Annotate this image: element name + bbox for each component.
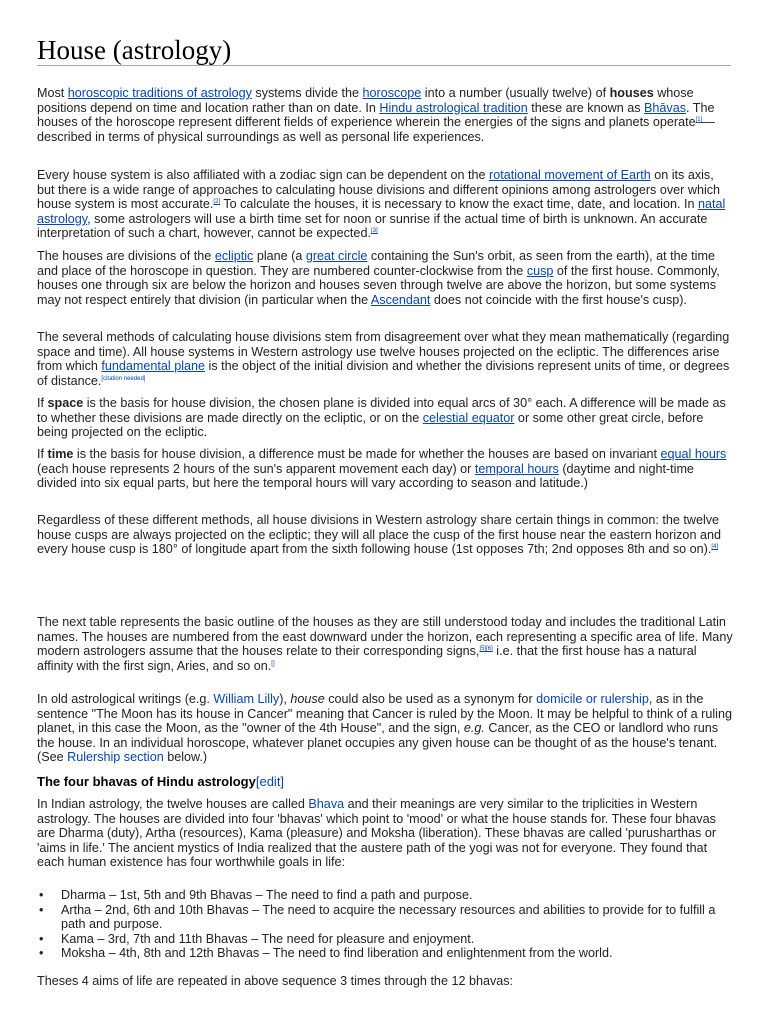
link-domicile-rulership[interactable]: domicile or rulership	[536, 692, 649, 706]
text: is the basis for house division, a difference must be made for whether the houses are based on invariant	[73, 447, 661, 461]
text: below.)	[163, 750, 208, 765]
text: plane (a	[253, 249, 306, 263]
text: If	[37, 447, 48, 461]
section-heading-text: The four bhavas of Hindu astrology	[37, 774, 256, 789]
title-divider	[37, 65, 731, 66]
text: Cancer, as the CEO or landlord who runs the house. In an individual horoscope, whatever planet occupies any given house can be thought of as the house's tenant. (See	[37, 721, 719, 765]
link-ecliptic[interactable]: ecliptic	[214, 249, 254, 263]
citation-2[interactable]: [2]	[213, 199, 221, 205]
text: Regardless of these different methods, all house divisions in Western astrology share certain things in common: the twelve house cusps are always projected on the ecliptic; they will all place the cusp of the first house near the eastern horizon and every house cusp is 180° of longitude apart from the sixth following house (1st opposes 7th; 2nd opposes 8th and so on).	[37, 513, 721, 557]
text: or some other great circle, before being projected on the ecliptic.	[37, 410, 704, 440]
text: into a number (usually twelve) of	[421, 86, 610, 100]
text: of the first house. Commonly, houses one through six are below the horizon and houses seven through twelve are above the horizon, but some systems may not respect entirely that division (in particular when the	[37, 263, 720, 307]
text: —described in terms of physical surroundings as well as personal life experiences.	[37, 115, 715, 144]
link-bhavas[interactable]: Bhāvas	[644, 100, 687, 115]
link-horoscopic-traditions[interactable]: horoscopic traditions of astrology	[67, 86, 252, 100]
list-item-text: Kama – 3rd, 7th and 11th Bhavas – The need for pleasure and enjoyment.	[61, 931, 475, 946]
cusps-paragraph	[37, 513, 733, 557]
link-great-circle[interactable]: great circle	[305, 249, 368, 263]
list-item-text: Artha – 2nd, 6th and 10th Bhavas – The need to acquire the necessary resources and abilities to provide for to fulfill a path and purpose.	[61, 902, 716, 932]
text: If	[37, 396, 48, 410]
link-temporal-hours[interactable]: temporal hours	[474, 461, 559, 476]
text: , as in the sentence "The Moon has its house in Cancer" meaning that Cancer is ruled by the Moon. It may be helpful to think of a ruling planet, in this case the Moon, as the "owner of the 4th House", and the sign,	[37, 692, 732, 736]
bold-term-time: time	[47, 447, 74, 461]
text: is the object of the initial division and whether the divisions represent units of time, or degrees of distance.	[37, 359, 730, 388]
list-item-text: Moksha – 4th, 8th and 12th Bhavas – The need to find liberation and enlightenment from the world.	[61, 946, 613, 961]
text: could also be used as a synonym for	[324, 692, 537, 706]
list-item-text: Dharma – 1st, 5th and 9th Bhavas – The need to find a path and purpose.	[61, 888, 473, 902]
link-cusp[interactable]: cusp	[526, 263, 554, 278]
old-writings-paragraph	[37, 692, 733, 765]
link-rotational-movement[interactable]: rotational movement of Earth	[489, 168, 651, 182]
text: (each house represents 2 hours of the sun's apparent movement each day) or	[37, 461, 475, 476]
citation-needed[interactable]: [citation needed]	[101, 375, 146, 382]
text: The next table represents the basic outline of the houses as they are still understood today and includes the traditional Latin names. The houses are numbered from the east downward under the horizon, each representing a specific area of life. Many modern astrologers assume that the houses relate to their corresponding signs,	[37, 615, 733, 659]
text: , some astrologers will use a birth time set for noon or sunrise if the actual time of birth is unknown. An accurate interpretation of such a chart, however, cannot be expected.	[37, 211, 708, 241]
link-celestial-equator[interactable]: celestial equator	[422, 410, 515, 425]
page-title: House (astrology)	[37, 35, 232, 65]
citation-4[interactable]: [4]	[711, 544, 718, 550]
list-item	[37, 946, 733, 961]
methods-paragraph	[37, 330, 733, 388]
indian-astrology-paragraph	[37, 797, 733, 870]
list-item	[37, 903, 733, 932]
bullet-icon: •	[39, 888, 44, 902]
edit-section-link[interactable]: [edit]	[255, 774, 285, 789]
table-intro-paragraph	[37, 615, 733, 673]
italic-term-eg: e.g.	[463, 721, 485, 736]
text: Theses 4 aims of life are repeated in above sequence 3 times through the 12 bhavas:	[37, 974, 514, 988]
link-natal-astrology[interactable]: natal astrology	[37, 197, 726, 226]
citation-close[interactable]: ]	[272, 660, 275, 667]
text: on its axis, but there is a wide range of approaches to calculating house divisions and different opinions among astrologers over which house system is most accurate.	[37, 168, 721, 212]
list-item	[37, 932, 733, 947]
list-item	[37, 888, 733, 903]
text: The houses are divisions of the	[37, 249, 215, 263]
citation-open[interactable]: [	[271, 660, 273, 667]
text: and their meanings are very similar to the triplicities in Western astrology. The houses are divided into four 'bhavas' which point to 'mood' or what the house stands for. These four bhavas are Dharma (duty), Artha (resources), Kama (pleasure) and Moksha (liberation). These bhavas are called 'purusharthas or 'aims in life.' The ancient mystics of India realized that the austere path of the yogi was not for everyone. They found that each human existence has four worthwhile goals in life:	[37, 797, 717, 870]
citation-1[interactable]: [1]	[695, 117, 703, 123]
text: systems divide the	[251, 86, 363, 100]
text: The several methods of calculating house divisions stem from disagreement over what they mean mathematically (regarding space and time). All house systems in Western astrology use twelve houses projected on the ecliptic. The differences arise from which	[37, 330, 730, 374]
citation-5-6[interactable]: [5][6]	[479, 646, 493, 652]
section-heading-four-bhavas	[37, 773, 284, 791]
text: (daytime and night-time divided into six equal parts, but here the temporal hours will vary according to season and latitude.)	[37, 461, 694, 491]
text: In Indian astrology, the twelve houses are called	[37, 797, 309, 811]
link-william-lilly[interactable]: William Lilly	[213, 692, 280, 706]
text: To calculate the houses, it is necessary to know the exact time, date, and location. In	[220, 197, 698, 212]
text: Every house system is also affiliated with a zodiac sign can be dependent on the	[37, 168, 490, 182]
text: . The houses of the horoscope represent different fields of experience wherein the energies of the signs and planets operate	[37, 100, 715, 130]
text: whose positions depend on time and location rather than on date. In	[37, 86, 694, 115]
link-bhava[interactable]: Bhava	[308, 797, 345, 811]
link-horoscope[interactable]: horoscope	[362, 86, 422, 100]
text: ),	[279, 692, 291, 706]
bold-term-houses: houses	[609, 86, 654, 100]
space-paragraph	[37, 396, 733, 440]
bullet-icon: •	[39, 931, 44, 946]
text: In old astrological writings (e.g.	[37, 692, 214, 706]
intro-paragraph	[37, 86, 733, 144]
link-equal-hours[interactable]: equal hours	[660, 447, 727, 461]
house-system-paragraph	[37, 168, 733, 241]
link-rulership-section[interactable]: Rulership section	[67, 750, 164, 765]
aims-repeat-paragraph	[37, 974, 733, 989]
citation-3[interactable]: [3]	[370, 228, 378, 235]
ecliptic-paragraph	[37, 249, 733, 307]
bold-term-space: space	[47, 396, 84, 410]
text: does not coincide with the first house's cusp).	[430, 292, 687, 307]
link-fundamental-plane[interactable]: fundamental plane	[101, 359, 206, 374]
text: containing the Sun's orbit, as seen from the earth), at the time and place of the horoscope in question. They are numbered counter-clockwise from the	[37, 249, 715, 278]
text: is the basis for house division, the chosen plane is divided into equal arcs of 30° each. A difference will be made as to whether these divisions are made directly on the ecliptic, or on the	[37, 396, 726, 425]
italic-term-house: house	[290, 692, 325, 706]
time-paragraph	[37, 447, 733, 491]
link-ascendant[interactable]: Ascendant	[370, 292, 431, 307]
bhava-aims-list	[37, 888, 733, 961]
link-hindu-astrological-tradition[interactable]: Hindu astrological tradition	[379, 100, 528, 115]
text: Most	[37, 86, 68, 100]
text: i.e. that the first house has a natural affinity with the first sign, Aries, and so on.	[37, 644, 697, 673]
bullet-icon: •	[39, 902, 44, 917]
bullet-icon: •	[39, 946, 44, 961]
text: these are known as	[527, 100, 645, 115]
